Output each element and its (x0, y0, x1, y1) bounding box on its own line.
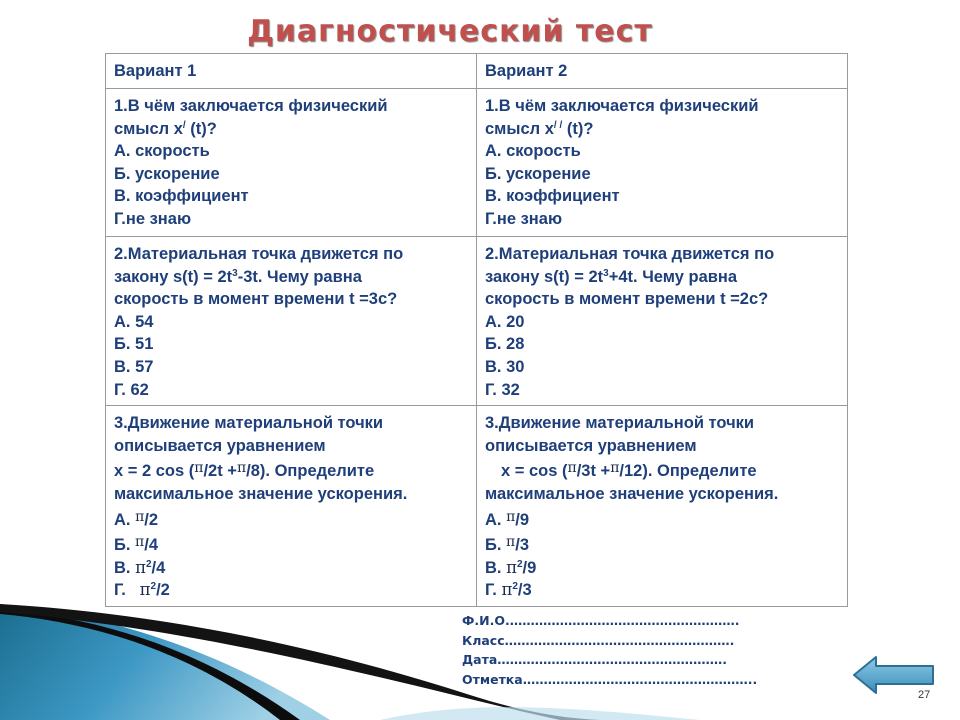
question-text: 3.Движение материальной точки (485, 414, 755, 433)
answer-option: В. коэффициент (485, 187, 620, 206)
answer-option: А. скорость (485, 142, 581, 161)
fio-field[interactable]: Ф.И.О.………………………………………………. (462, 613, 740, 628)
answer-option: Б. ускорение (114, 164, 220, 183)
answer-option: Г.не знаю (485, 209, 563, 228)
question-1-row (106, 89, 848, 237)
answer-option: Б. $^\pi$/3 (485, 534, 529, 555)
answer-option: В. коэффициент (114, 187, 249, 206)
table-header-row (106, 54, 848, 89)
date-field[interactable]: Дата………………………………………………. (462, 652, 727, 668)
answer-option: Б. 51 (114, 335, 154, 354)
page-number: 27 (918, 689, 931, 701)
grade-field[interactable]: Отметка……………………………………………….. (462, 672, 758, 688)
answer-option: А. 54 (114, 312, 154, 331)
student-info-block (462, 611, 762, 690)
question-text: смысл x/ (t)? (114, 119, 217, 138)
answer-option: В. 57 (114, 357, 154, 376)
question-text: 2.Материальная точка движется по (485, 245, 775, 263)
question-text: максимальное значение ускорения. (485, 484, 779, 503)
test-table (105, 53, 848, 607)
answer-option: Г. 32 (485, 380, 520, 399)
question-2-row (106, 237, 848, 406)
question-text: 2.Материальная точка движется по (114, 245, 404, 263)
question-text: смысл x/ / (t)? (485, 119, 594, 138)
variant-1-question-2 (106, 237, 477, 406)
variant-1-question-3 (106, 406, 477, 607)
equation-line: x = cos ($^\pi$/3t +$^\pi$/12). Определите (501, 460, 757, 481)
answer-option: Г. $\pi^2/2$ (114, 580, 170, 600)
answer-option: А. $^\pi$/2 (114, 508, 159, 529)
class-field[interactable]: Класс………………………………………………. (462, 632, 735, 648)
answer-option: В. $\pi^2/9$ (485, 557, 537, 577)
variant-1-question-1 (106, 89, 477, 237)
question-text: описывается уравнением (485, 436, 697, 455)
question-text: 3.Движение материальной точки (114, 414, 384, 433)
answer-option: Г. $\pi^2/3$ (485, 580, 532, 600)
answer-option: Б. 28 (485, 335, 525, 354)
question-text: закону $s(t) = 2t^3+4t$. Чему равна (485, 267, 738, 286)
question-text: описывается уравнением (114, 436, 326, 455)
question-text: закону $s(t) = 2t^3-3t$. Чему равна (114, 267, 362, 286)
question-3-row (106, 406, 848, 607)
equation-line: x = 2 cos ($^\pi$/2t +$^\pi$/8). Определите (114, 460, 375, 481)
variant-2-header: Вариант 2 (477, 54, 848, 89)
answer-option: Г.не знаю (114, 209, 192, 228)
answer-option: А. $^\pi$/9 (485, 508, 530, 529)
variant-2-question-1 (477, 89, 848, 237)
page-title: Диагностический тест (247, 14, 653, 49)
answer-option: А. 20 (485, 312, 525, 331)
variant-2-question-3 (477, 406, 848, 607)
answer-option: Б. $^\pi$/4 (114, 534, 158, 555)
question-text: скорость в момент времени t =3c? (114, 290, 398, 309)
variant-2-question-2 (477, 237, 848, 406)
answer-option: Г. 62 (114, 380, 149, 399)
question-text: 1.В чём заключается физический (114, 97, 388, 115)
variant-1-header: Вариант 1 (106, 54, 477, 89)
question-text: скорость в момент времени t =2c? (485, 290, 769, 309)
question-text: 1.В чём заключается физический (485, 97, 759, 115)
answer-option: Б. ускорение (485, 164, 591, 183)
answer-option: А. скорость (114, 142, 210, 161)
answer-option: В. 30 (485, 357, 525, 376)
question-text: максимальное значение ускорения. (114, 484, 408, 503)
answer-option: В. $\pi^2/4$ (114, 557, 166, 577)
